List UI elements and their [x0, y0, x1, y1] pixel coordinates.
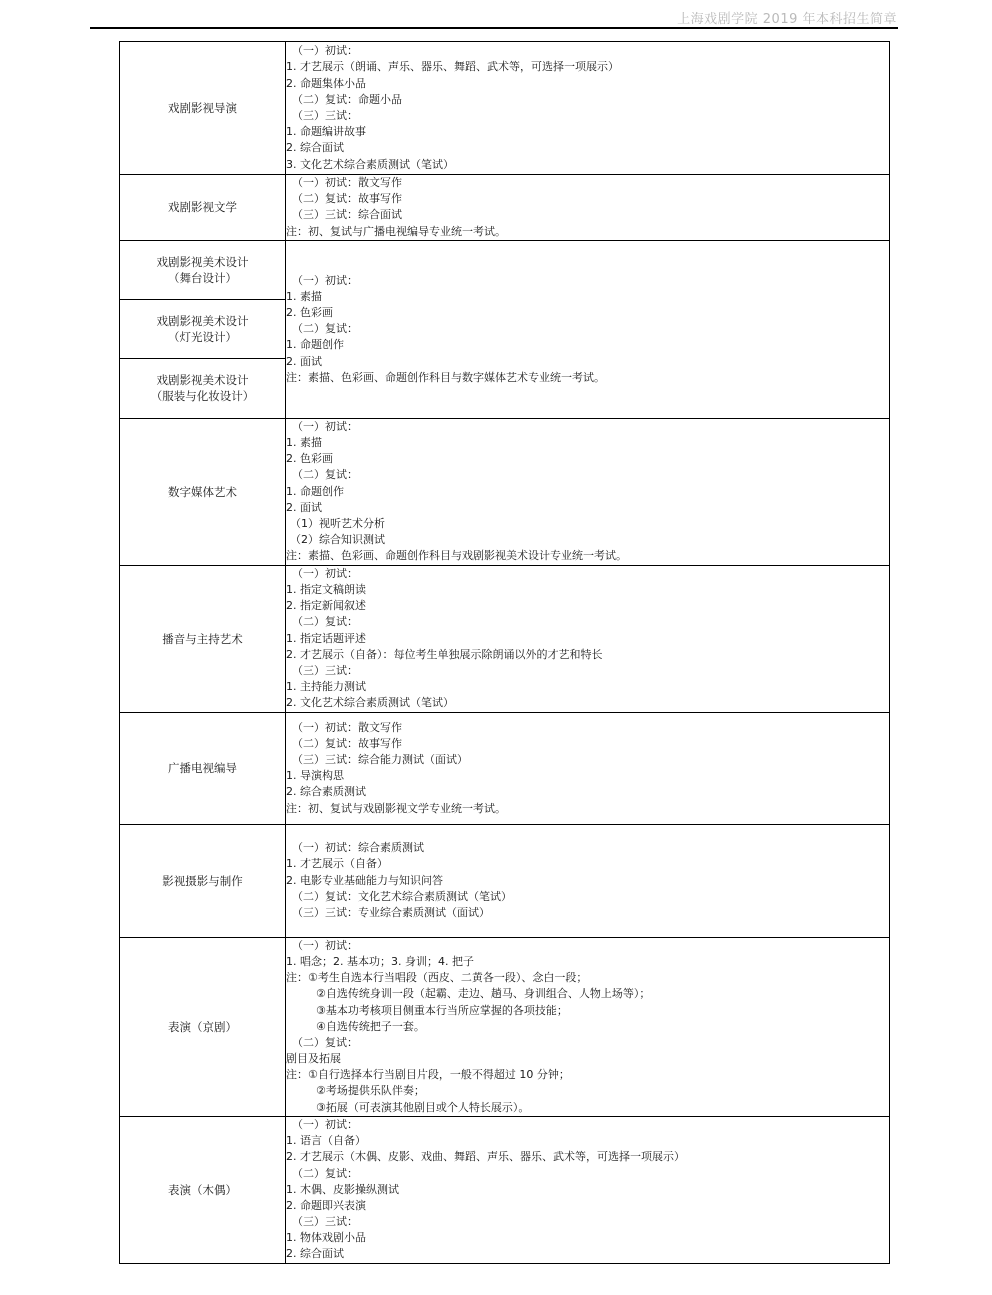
exam-line: 2. 综合面试: [286, 141, 344, 155]
exam-row: [120, 418, 890, 565]
page-header-title: 上海戏剧学院 2019 年本科招生简章: [677, 12, 897, 27]
major-subtitle: （舞台设计）: [168, 270, 237, 285]
exam-line: 1. 主持能力测试: [286, 680, 366, 694]
exam-line: 2. 电影专业基础能力与知识问答: [286, 873, 443, 887]
major-name-cell: [120, 299, 286, 358]
major-name-cell: [120, 358, 286, 418]
exam-line: 1. 才艺展示（朗诵、声乐、器乐、舞蹈、武术等，可选择一项展示）: [286, 60, 619, 74]
exam-row: [120, 175, 890, 241]
exam-row: [120, 712, 890, 824]
major-subtitle: （服装与化妆设计）: [150, 389, 255, 404]
exam-line: 剧目及拓展: [286, 1052, 341, 1066]
major-name: 戏剧影视文学: [168, 200, 237, 215]
exam-line: （二）复试：: [292, 468, 358, 482]
exam-content-cell: [286, 240, 890, 418]
exam-content-cell: [286, 937, 890, 1116]
exam-line: （二）复试：文化艺术综合素质测试（笔试）: [292, 889, 512, 903]
exam-row: [120, 824, 890, 937]
exam-row: [120, 937, 890, 1116]
exam-row: [120, 240, 890, 299]
exam-line: 1. 唱念；2. 基本功；3. 身训；4. 把子: [286, 954, 474, 968]
exam-line: ②考场提供乐队伴奏；: [316, 1084, 425, 1098]
exam-line: 注：素描、色彩画、命题创作科目与数字媒体艺术专业统一考试。: [286, 370, 605, 384]
exam-line: （一）初试：: [292, 44, 358, 58]
exam-line: 1. 语言（自备）: [286, 1134, 366, 1148]
exam-line: 注：①自行选择本行当剧目片段，一般不得超过 10 分钟；: [286, 1068, 570, 1082]
major-name-cell: [120, 565, 286, 712]
major-name-cell: [120, 1116, 286, 1263]
exam-table-body: [120, 42, 890, 1264]
exam-line: （三）三试：综合面试: [292, 208, 402, 222]
exam-line: 注：①考生自选本行当唱段（西皮、二黄各一段）、念白一段；: [286, 971, 588, 985]
exam-line: （三）三试：: [292, 109, 358, 122]
exam-content-cell: [286, 824, 890, 937]
major-subtitle: （灯光设计）: [168, 329, 237, 344]
major-name: 播音与主持艺术: [162, 631, 243, 646]
exam-line: 2. 综合面试: [286, 1247, 344, 1261]
exam-row: [120, 565, 890, 712]
exam-line: 1. 命题创作: [286, 484, 344, 498]
exam-line: （三）三试：: [292, 664, 358, 678]
major-name: 戏剧影视导演: [168, 101, 237, 115]
exam-content-cell: [286, 418, 890, 565]
major-name-cell: [120, 175, 286, 241]
exam-line: （一）初试：: [292, 566, 358, 580]
exam-row: [120, 42, 890, 175]
exam-content-cell: [286, 1116, 890, 1263]
exam-line: 1. 导演构思: [286, 769, 344, 783]
exam-line: （三）三试：专业综合素质测试（面试）: [292, 906, 490, 920]
exam-line: 1. 命题创作: [286, 338, 344, 352]
major-name-cell: [120, 712, 286, 824]
exam-line: 2. 文化艺术综合素质测试（笔试）: [286, 696, 454, 710]
major-name: 广播电视编导: [168, 761, 237, 776]
exam-line: 1. 命题编讲故事: [286, 125, 366, 139]
major-name: 表演（京剧）: [168, 1019, 237, 1034]
exam-line: （一）初试：综合素质测试: [292, 841, 424, 855]
exam-table: [119, 41, 890, 1264]
exam-line: （二）复试：: [292, 1166, 358, 1180]
exam-line: 2. 命题集体小品: [286, 76, 366, 90]
exam-line: 1. 木偶、皮影操纵测试: [286, 1182, 399, 1196]
exam-line: ③拓展（可表演其他剧目或个人特长展示）。: [316, 1100, 530, 1114]
exam-line: ②自选传统身训一段（起霸、走边、趟马、身训组合、人物上场等）；: [316, 987, 651, 1001]
exam-line: 注：素描、色彩画、命题创作科目与戏剧影视美术设计专业统一考试。: [286, 549, 627, 563]
exam-line: （二）复试：故事写作: [292, 192, 402, 206]
major-name-cell: [120, 240, 286, 299]
major-name: 表演（木偶）: [168, 1182, 237, 1197]
exam-line: （二）复试：故事写作: [292, 736, 402, 750]
exam-line: 1. 素描: [286, 436, 322, 450]
exam-line: 注：初、复试与戏剧影视文学专业统一考试。: [286, 801, 506, 815]
header-divider: [90, 27, 898, 29]
exam-line: （1）视听艺术分析: [290, 517, 385, 531]
major-name-cell: [120, 824, 286, 937]
exam-line: 2. 才艺展示（木偶、皮影、戏曲、舞蹈、声乐、器乐、武术等，可选择一项展示）: [286, 1150, 685, 1164]
exam-content-cell: [286, 712, 890, 824]
exam-line: 2. 指定新闻叙述: [286, 599, 366, 613]
major-name: 戏剧影视美术设计: [156, 254, 249, 269]
major-name-cell: [120, 42, 286, 175]
exam-line: 3. 文化艺术综合素质测试（笔试）: [286, 157, 454, 171]
exam-line: 2. 综合素质测试: [286, 785, 366, 799]
exam-row: [120, 1116, 890, 1263]
exam-line: ③基本功考核项目侧重本行当所应掌握的各项技能；: [316, 1003, 568, 1017]
exam-line: （一）初试：: [292, 273, 358, 287]
exam-line: 2. 色彩画: [286, 452, 333, 466]
exam-line: （三）三试：综合能力测试（面试）: [292, 753, 468, 767]
exam-line: （一）初试：散文写作: [292, 176, 402, 189]
exam-line: 2. 才艺展示（自备）：每位考生单独展示除朗诵以外的才艺和特长: [286, 647, 603, 661]
exam-line: 2. 面试: [286, 500, 322, 514]
exam-line: 1. 素描: [286, 289, 322, 303]
exam-line: 1. 物体戏剧小品: [286, 1231, 366, 1245]
exam-line: 1. 指定文稿朗读: [286, 583, 366, 597]
exam-line: 1. 才艺展示（自备）: [286, 857, 388, 871]
major-name: 影视摄影与制作: [162, 873, 243, 888]
exam-content-cell: [286, 565, 890, 712]
major-name: 戏剧影视美术设计: [156, 373, 249, 388]
major-name-cell: [120, 937, 286, 1116]
exam-line: （二）复试：: [292, 322, 358, 336]
exam-line: （二）复试：: [292, 615, 358, 629]
exam-content-cell: [286, 42, 890, 175]
exam-line: （三）三试：: [292, 1215, 358, 1229]
exam-line: 2. 命题即兴表演: [286, 1198, 366, 1212]
exam-line: （一）初试：: [292, 419, 358, 433]
exam-line: 2. 面试: [286, 354, 322, 368]
exam-line: （二）复试：: [292, 1035, 358, 1049]
exam-line: （2）综合知识测试: [290, 533, 385, 547]
major-name: 戏剧影视美术设计: [156, 313, 249, 328]
exam-line: 注：初、复试与广播电视编导专业统一考试。: [286, 224, 506, 238]
exam-line: （一）初试：散文写作: [292, 720, 402, 734]
major-name-cell: [120, 418, 286, 565]
exam-line: （二）复试：命题小品: [292, 92, 402, 106]
exam-line: （一）初试：: [292, 1117, 358, 1131]
major-name: 数字媒体艺术: [168, 484, 237, 499]
exam-line: 1. 指定话题评述: [286, 631, 366, 645]
exam-line: （一）初试：: [292, 938, 358, 952]
exam-content-cell: [286, 175, 890, 241]
exam-line: ④自选传统把子一套。: [316, 1019, 425, 1033]
exam-line: 2. 色彩画: [286, 305, 333, 319]
